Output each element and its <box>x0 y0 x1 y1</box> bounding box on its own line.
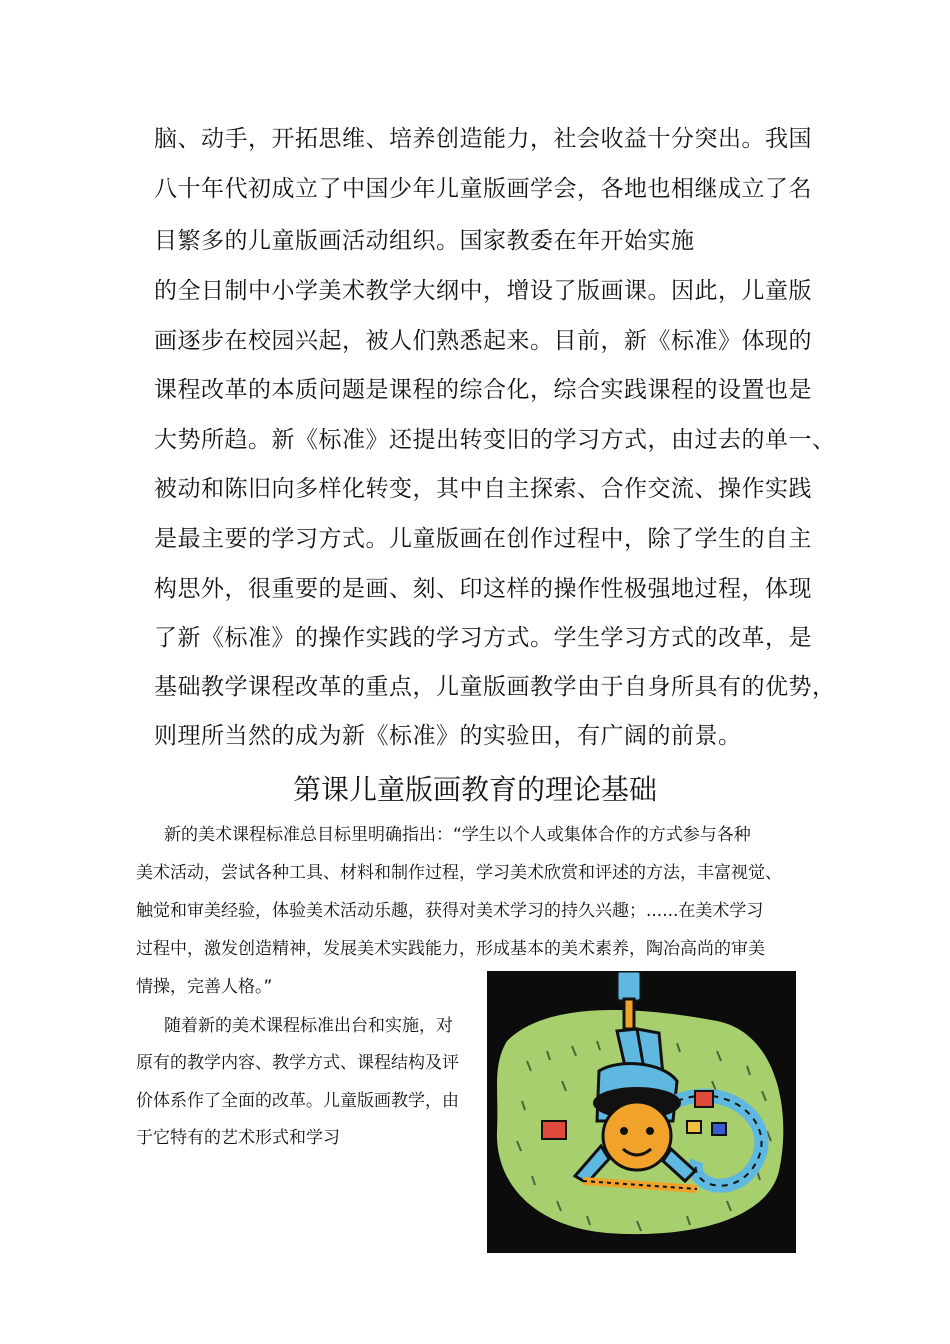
body-line-3: 目繁多的儿童版画活动组织。国家教委在年开始实施 <box>154 228 695 254</box>
body-line-1: 脑、动手，开拓思维、培养创造能力，社会收益十分突出。我国 <box>154 126 812 152</box>
child-woodcut-print-image <box>487 971 796 1253</box>
wrap-line-4: 于它特有的艺术形式和学习 <box>136 1128 340 1148</box>
body-line-9: 是最主要的学习方式。儿童版画在创作过程中，除了学生的自主 <box>154 526 812 552</box>
print-illustration <box>487 971 796 1253</box>
body-line-5: 画逐步在校园兴起，被人们熟悉起来。目前，新《标准》体现的 <box>154 328 812 354</box>
body-line-10: 构思外，很重要的是画、刻、印这样的操作性极强地过程，体现 <box>154 576 812 602</box>
section-heading: 第课儿童版画教育的理论基础 <box>292 773 657 806</box>
body-line-13: 则理所当然的成为新《标准》的实验田，有广阔的前景。 <box>154 723 742 749</box>
wrap-line-2: 原有的教学内容、教学方式、课程结构及评 <box>136 1053 459 1073</box>
body-line-2: 八十年代初成立了中国少年儿童版画学会，各地也相继成立了名 <box>154 176 812 202</box>
quote-line-3: 触觉和审美经验，体验美术活动乐趣，获得对美术学习的持久兴趣；......在美术学习 <box>136 901 764 921</box>
body-line-8: 被动和陈旧向多样化转变，其中自主探索、合作交流、操作实践 <box>154 476 812 502</box>
quote-line-5: 情操，完善人格。” <box>136 977 273 997</box>
wrap-line-3: 价体系作了全面的改革。儿童版画教学，由 <box>136 1091 459 1111</box>
quote-line-1: 新的美术课程标准总目标里明确指出：“学生以个人或集体合作的方式参与各种 <box>164 825 751 845</box>
wrap-line-1: 随着新的美术课程标准出台和实施，对 <box>164 1016 453 1036</box>
body-line-7: 大势所趋。新《标准》还提出转变旧的学习方式，由过去的单一、 <box>154 427 836 453</box>
body-line-12: 基础教学课程改革的重点，儿童版画教学由于自身所具有的优势， <box>154 674 836 700</box>
body-line-11: 了新《标准》的操作实践的学习方式。学生学习方式的改革，是 <box>154 625 812 651</box>
body-line-4: 的全日制中小学美术教学大纲中，增设了版画课。因此，儿童版 <box>154 278 812 304</box>
quote-line-4: 过程中，激发创造精神，发展美术实践能力，形成基本的美术素养，陶冶高尚的审美 <box>136 939 765 959</box>
quote-line-2: 美术活动，尝试各种工具、材料和制作过程，学习美术欣赏和评述的方法，丰富视觉、 <box>136 863 782 883</box>
body-line-6: 课程改革的本质问题是课程的综合化，综合实践课程的设置也是 <box>154 377 812 403</box>
